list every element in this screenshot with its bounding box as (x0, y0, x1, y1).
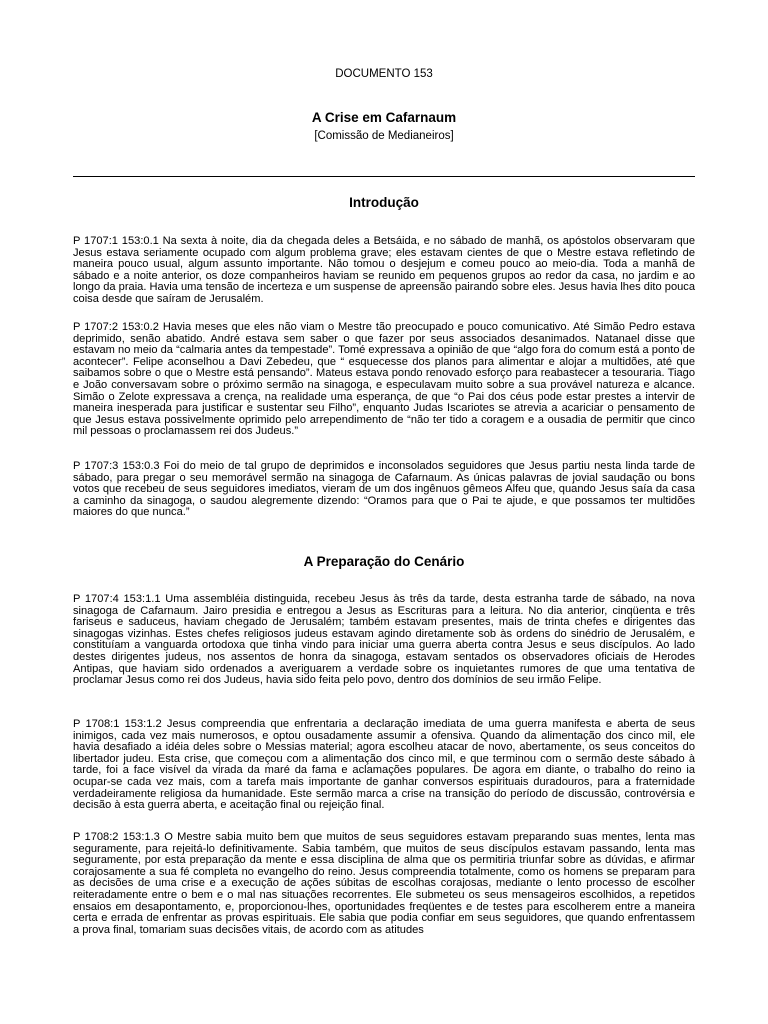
section-heading-introducao: Introdução (349, 195, 419, 210)
paragraph: P 1707:2 153:0.2 Havia meses que eles não viam o Mestre tão preocupado e pouco comunicativo. Até Simão Pedro estava deprimido, senão abatido. André estava sem saber o que fazer por seus associados desanimados. Natanael disse que estavam no meio da “calmaria antes da tempestade”. Tomé expressava a opinião de que “algo fora do comum está a ponto de acontecer”. Felipe aconselhou a Davi Zebedeu, que “ esquecesse dos planos para alimentar e alojar a multidões, até que saibamos sobre o que o Mestre está pensando”. Mateus estava pondo renovado esforço para reabastecer a tesouraria. Tiago e João conversavam sobre o próximo sermão na sinagoga, e especulavam muito sobre a sua provável natureza e alcance. Simão o Zelote expressava a crença, na realidade uma esperança, de que “o Pai dos céus pode estar prestes a intervir de maneira inesperada para justificar e sustentar seu Filho”, enquanto Judas Iscariotes se atrevia a acariciar o pensamento de que Jesus estava possivelmente oprimido pelo arrependimento de “não ter tido a coragem e a ousadia de permitir que cinco mil pessoas o proclamassem rei dos Judeus.” (73, 321, 695, 438)
section-heading-preparacao: A Preparação do Cenário (303, 554, 465, 569)
document-label: DOCUMENTO 153 (335, 68, 433, 80)
paragraph: P 1708:1 153:1.2 Jesus compreendia que enfrentaria a declaração imediata de uma guerra manifesta e aberta de seus inimigos, cada vez mais numerosos, e optou ousadamente assumir a ofensiva. Quando da alimentação dos cinco mil, ele havia desafiado a idéia deles sobre o Messias material; agora escolheu atacar de novo, abertamente, os seus conceitos do libertador judeu. Esta crise, que começou com a alimentação dos cinco mil, e que terminou com o sermão deste sábado à tarde, foi a face visível da virada da maré da fama e aclamações populares. De agora em diante, o trabalho do reino ia ocupar-se cada vez mais, com a tarefa mais importante de ganhar conversos espirituais duradouros, para a fraternidade verdadeiramente religiosa da humanidade. Este sermão marca a crise na transição do período de discussão, controvérsia e decisão à esta guerra aberta, e aceitação final ou rejeição final. (73, 718, 695, 812)
paragraph: P 1708:2 153:1.3 O Mestre sabia muito bem que muitos de seus seguidores estavam preparando suas mentes, lenta mas seguramente, para rejeitá-lo definitivamente. Sabia também, que muitos de seus discípulos estavam passando, lenta mas seguramente, por esta preparação da mente e essa disciplina de alma que os permitiria triunfar sobre as dúvidas, e afirmar corajosamente a sua fé completa no evangelho do reino. Jesus compreendia totalmente, como os homens se preparam para as decisões de uma crise e a execução de ações súbitas de escolhas corajosas, mediante o lento processo de escolher reiteradamente entre o bem e o mal nas situações recorrentes. Ele submeteu os seus mensageiros escolhidos, a repetidos ensaios em desapontamento, e, proporcionou-lhes, oportunidades freqüentes e de testes para escolherem entre a maneira certa e errada de enfrentar as provas espirituais. Ele sabia que podia confiar em seus seguidores, que quando enfrentassem a prova final, tomariam suas decisões vitais, de acordo com as atitudes (73, 831, 695, 936)
paragraph: P 1707:1 153:0.1 Na sexta à noite, dia da chegada deles a Betsáida, e no sábado de manhã, os apóstolos observaram que Jesus estava seriamente ocupado com algum problema grave; eles estavam cientes de que o Mestre estava refletindo de maneira pouco usual, algum assunto importante. Não tomou o desjejum e comeu pouco ao meio-dia. Toda a manhã de sábado e a noite anterior, os doze companheiros haviam se reunido em pequenos grupos ao redor da casa, no jardim e ao longo da praia. Havia uma tensão de incerteza e um suspense de apreensão pairando sobre eles. Jesus havia lhes dito pouca coisa desde que saíram de Jerusalém. (73, 235, 695, 305)
paragraph: P 1707:3 153:0.3 Foi do meio de tal grupo de deprimidos e inconsolados seguidores que Jesus partiu nesta linda tarde de sábado, para pregar o seu memorável sermão na sinagoga de Cafarnaum. As únicas palavras de jovial saudação ou bons votos que recebeu de seus seguidores imediatos, vieram de um dos ingênuos gêmeos Alfeu que, quando Jesus saía da casa a caminho da sinagoga, o saudou alegremente dizendo: “Oramos para que o Pai te ajude, e que possamos ter multidões maiores do que nunca.” (73, 460, 695, 519)
horizontal-divider (73, 176, 695, 177)
document-author: [Comissão de Medianeiros] (314, 130, 454, 142)
paragraph: P 1707:4 153:1.1 Uma assembléia distinguida, recebeu Jesus às três da tarde, desta estranha tarde de sábado, na nova sinagoga de Cafarnaum. Jairo presidia e entregou a Jesus as Escrituras para a leitura. No dia anterior, cinqüenta e três fariseus e saduceus, haviam chegado de Jerusalém; também estavam presentes, mais de trinta chefes e dirigentes das sinagogas vizinhas. Estes chefes religiosos judeus estavam agindo diretamente sob às ordens do sinédrio de Jerusalém, e constituíam a vanguarda ortodoxa que tinha vindo para iniciar uma guerra aberta contra Jesus e seus discípulos. Ao lado destes dirigentes judeus, nos assentos de honra da sinagoga, estavam sentados os observadores oficiais de Herodes Antipas, que haviam sido ordenados a averiguarem a verdade sobre os inquietantes rumores de que uma tentativa de proclamar Jesus como rei dos Judeus, havia sido feita pelo povo, dentro dos domínios de seu irmão Felipe. (73, 593, 695, 687)
document-title: A Crise em Cafarnaum (311, 110, 457, 125)
